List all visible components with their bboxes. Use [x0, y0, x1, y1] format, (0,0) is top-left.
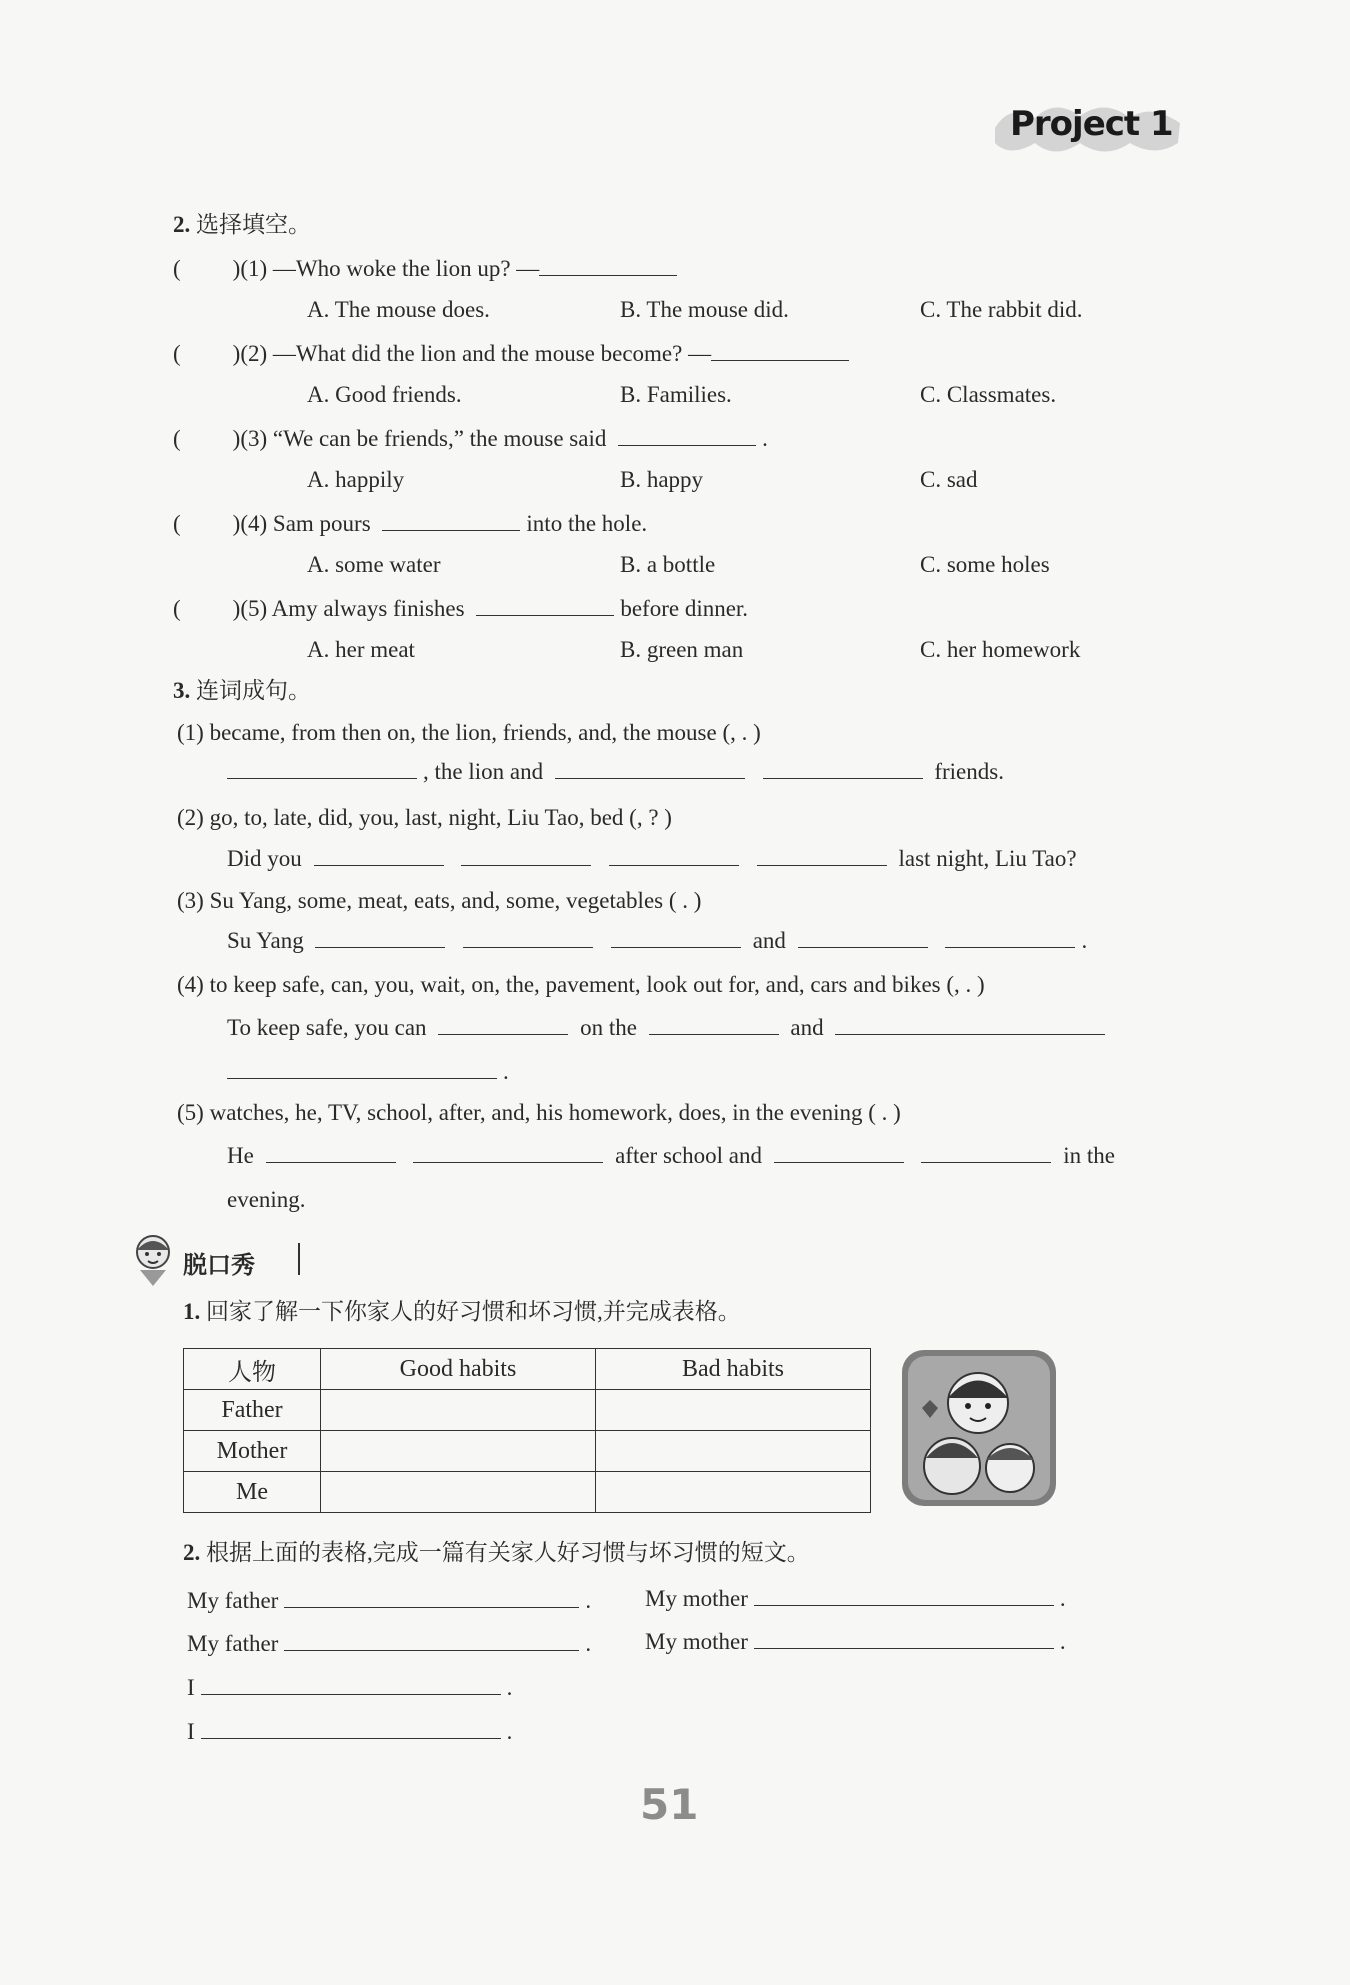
- answer-blank[interactable]: [757, 843, 887, 866]
- table-row: [184, 1390, 871, 1431]
- answer-paren-space[interactable]: [181, 254, 233, 276]
- answer-blank[interactable]: [609, 843, 739, 866]
- row-label: Me: [184, 1472, 321, 1513]
- option-b[interactable]: B. happy: [620, 467, 704, 492]
- answer-paren-space[interactable]: [181, 339, 233, 361]
- section2-heading: [173, 210, 311, 240]
- section3-heading: [173, 676, 311, 706]
- option-b[interactable]: B. green man: [620, 637, 744, 662]
- talk-show-title: 脱口秀: [183, 1251, 255, 1279]
- option-a[interactable]: A. her meat: [307, 637, 415, 662]
- title-divider: [298, 1243, 300, 1275]
- answer-blank[interactable]: [201, 1716, 501, 1739]
- option-a[interactable]: A. some water: [307, 552, 441, 577]
- answer-blank[interactable]: [284, 1585, 579, 1608]
- mc-question: ( )(3) “We can be friends,” the mouse said .: [173, 423, 768, 454]
- talk-q1: 1. 回家了解一下你家人的好习惯和坏习惯,并完成表格。: [183, 1299, 741, 1324]
- habits-table: [183, 1348, 871, 1513]
- answer-blank[interactable]: [227, 756, 417, 779]
- answer-blank[interactable]: [382, 508, 520, 531]
- option-c[interactable]: C. some holes: [920, 552, 1050, 577]
- s3-item-5-answer-cont: evening.: [227, 1187, 306, 1212]
- answer-blank[interactable]: [711, 338, 849, 361]
- mother-line-1: My mother .: [645, 1583, 1066, 1614]
- answer-paren-space[interactable]: [181, 424, 233, 446]
- answer-blank[interactable]: [413, 1140, 603, 1163]
- table-cell[interactable]: [596, 1431, 871, 1472]
- answer-blank[interactable]: [754, 1626, 1054, 1649]
- answer-blank[interactable]: [774, 1140, 904, 1163]
- answer-blank[interactable]: [754, 1583, 1054, 1606]
- s3-item-5-answer: He after school and in the: [227, 1140, 1115, 1171]
- option-a[interactable]: A. Good friends.: [307, 382, 462, 407]
- father-line-2: My father .: [187, 1628, 591, 1659]
- option-c[interactable]: C. her homework: [920, 637, 1081, 662]
- mother-line-2: My mother .: [645, 1626, 1066, 1657]
- girl-mascot-icon: [128, 1232, 178, 1288]
- answer-paren-space[interactable]: [181, 594, 233, 616]
- answer-blank[interactable]: [835, 1012, 1105, 1035]
- answer-blank[interactable]: [798, 925, 928, 948]
- column-header: Bad habits: [596, 1349, 871, 1390]
- me-line-2: I .: [187, 1716, 512, 1747]
- answer-blank[interactable]: [284, 1628, 579, 1651]
- page-header-title: Project 1: [1010, 104, 1173, 144]
- option-c[interactable]: C. Classmates.: [920, 382, 1057, 407]
- family-illustration: [900, 1348, 1058, 1508]
- answer-blank[interactable]: [201, 1672, 501, 1695]
- column-header: 人物: [184, 1349, 321, 1390]
- s3-item-4-answer: To keep safe, you can on the and: [227, 1012, 1111, 1043]
- s3-item-1-words: (1) became, from then on, the lion, friends, and, the mouse (, . ): [177, 720, 761, 745]
- s3-item-4-answer-cont: .: [227, 1056, 509, 1087]
- answer-blank[interactable]: [314, 843, 444, 866]
- answer-blank[interactable]: [227, 1056, 497, 1079]
- option-c[interactable]: C. sad: [920, 467, 978, 492]
- answer-blank[interactable]: [618, 423, 756, 446]
- answer-blank[interactable]: [539, 253, 677, 276]
- answer-blank[interactable]: [438, 1012, 568, 1035]
- page-number: 51: [640, 1780, 699, 1829]
- table-row: [184, 1472, 871, 1513]
- option-a[interactable]: A. happily: [307, 467, 405, 492]
- option-c[interactable]: C. The rabbit did.: [920, 297, 1083, 322]
- table-cell[interactable]: [321, 1390, 596, 1431]
- mc-question: ( )(5) Amy always finishes before dinner.: [173, 593, 748, 624]
- table-row: [184, 1431, 871, 1472]
- answer-blank[interactable]: [555, 756, 745, 779]
- answer-blank[interactable]: [463, 925, 593, 948]
- answer-blank[interactable]: [266, 1140, 396, 1163]
- mc-question: ( )(1) —Who woke the lion up? —: [173, 253, 683, 284]
- me-line-1: I .: [187, 1672, 512, 1703]
- answer-blank[interactable]: [315, 925, 445, 948]
- answer-blank[interactable]: [945, 925, 1075, 948]
- option-b[interactable]: B. Families.: [620, 382, 732, 407]
- s3-item-3-words: (3) Su Yang, some, meat, eats, and, some, vegetables ( . ): [177, 888, 702, 913]
- answer-blank[interactable]: [476, 593, 614, 616]
- answer-blank[interactable]: [461, 843, 591, 866]
- row-label: Mother: [184, 1431, 321, 1472]
- answer-blank[interactable]: [611, 925, 741, 948]
- table-cell[interactable]: [321, 1431, 596, 1472]
- option-a[interactable]: A. The mouse does.: [307, 297, 490, 322]
- answer-blank[interactable]: [649, 1012, 779, 1035]
- mc-question: ( )(4) Sam pours into the hole.: [173, 508, 647, 539]
- section-title: 选择填空。: [196, 212, 311, 237]
- column-header: Good habits: [321, 1349, 596, 1390]
- s3-item-5-words: (5) watches, he, TV, school, after, and, his homework, does, in the evening ( . ): [177, 1100, 901, 1125]
- row-label: Father: [184, 1390, 321, 1431]
- table-cell[interactable]: [596, 1472, 871, 1513]
- answer-blank[interactable]: [921, 1140, 1051, 1163]
- section-number: 2.: [173, 212, 191, 237]
- s3-item-4-words: (4) to keep safe, can, you, wait, on, the, pavement, look out for, and, cars and bikes (, . ): [177, 972, 985, 997]
- table-header-row: [184, 1349, 871, 1390]
- s3-item-3-answer: Su Yang and .: [227, 925, 1087, 956]
- s3-item-2-answer: Did you last night, Liu Tao?: [227, 843, 1077, 874]
- s3-item-1-answer: , the lion and friends.: [227, 756, 1004, 787]
- option-b[interactable]: B. The mouse did.: [620, 297, 789, 322]
- s3-item-2-words: (2) go, to, late, did, you, last, night, Liu Tao, bed (, ? ): [177, 805, 672, 830]
- option-b[interactable]: B. a bottle: [620, 552, 716, 577]
- answer-paren-space[interactable]: [181, 509, 233, 531]
- mc-question: ( )(2) —What did the lion and the mouse become? —: [173, 338, 855, 369]
- section-number: 3.: [173, 678, 191, 703]
- table-cell[interactable]: [596, 1390, 871, 1431]
- answer-blank[interactable]: [763, 756, 923, 779]
- table-cell[interactable]: [321, 1472, 596, 1513]
- father-line-1: My father .: [187, 1585, 591, 1616]
- talk-q2: 2. 根据上面的表格,完成一篇有关家人好习惯与坏习惯的短文。: [183, 1540, 810, 1565]
- section-title: 连词成句。: [196, 678, 311, 703]
